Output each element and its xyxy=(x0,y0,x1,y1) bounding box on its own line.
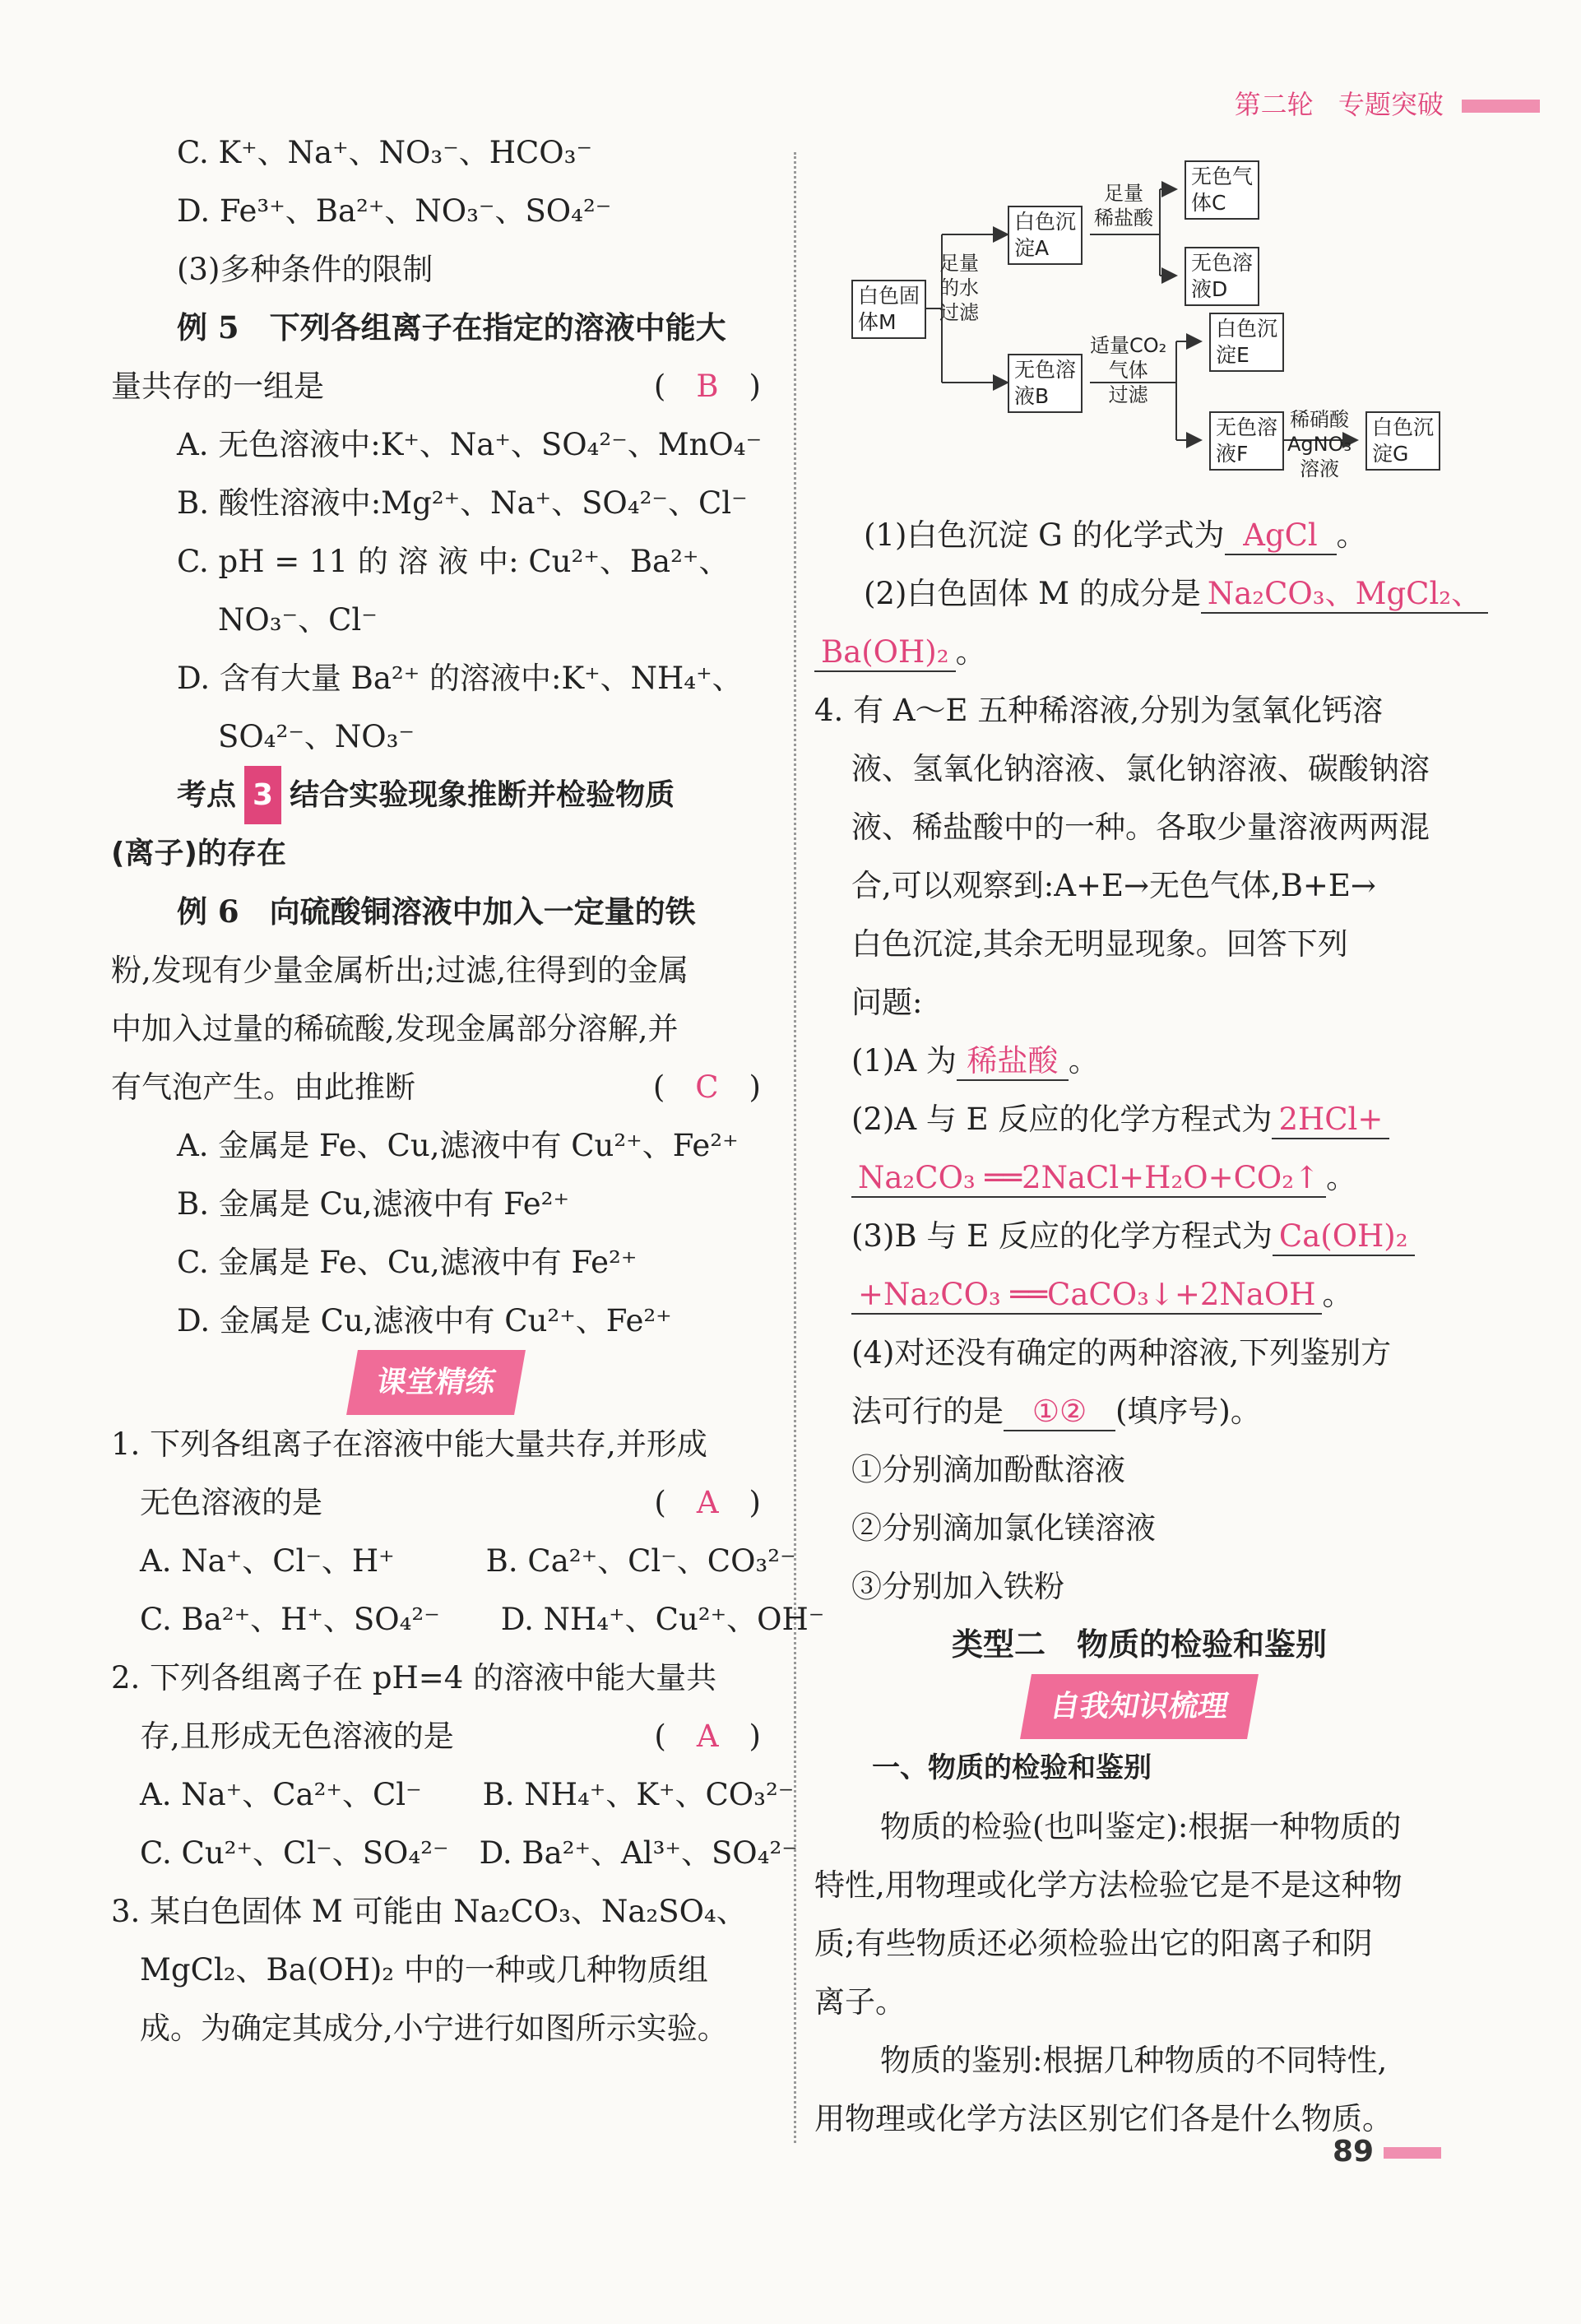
box-solution-d: 无色溶 液D xyxy=(1185,247,1259,306)
q1-stem-text: 无色溶液的是 xyxy=(140,1485,322,1520)
q4-sub3-answer: Ca(OH)₂ xyxy=(1273,1218,1415,1256)
example5-answer: ( B ) xyxy=(653,369,761,404)
box-gas-c: 无色气 体C xyxy=(1185,160,1259,220)
box-white-solid-m: 白色固 体M xyxy=(851,280,926,339)
q4-sub1-text: (1)A 为 xyxy=(851,1043,957,1079)
section-1-heading: 一、物质的检验和鉴别 xyxy=(872,1751,1152,1784)
q4-sub2-answer: 2HCl+ xyxy=(1272,1102,1389,1139)
q4-option-3: ③分别加入铁粉 xyxy=(851,1569,1064,1604)
q4-sub4-cont xyxy=(814,1382,1464,1440)
q3-sub2-text: (2)白色固体 M 的成分是 xyxy=(864,576,1201,611)
q4-sub2-text: (2)A 与 E 反应的化学方程式为 xyxy=(851,1102,1273,1137)
left-column xyxy=(111,123,825,2057)
q4-stem-5: 白色沉淀,其余无明显现象。回答下列 xyxy=(851,926,1348,962)
self-review-banner-row xyxy=(814,1674,1464,1739)
example5-option-b: B. 酸性溶液中:Mg²⁺、Na⁺、SO₄²⁻、Cl⁻ xyxy=(177,485,748,521)
para2-line1: 物质的鉴别:根据几种物质的不同特性, xyxy=(880,2043,1388,2078)
q4-sub1: (1)A 为 稀盐酸 。 xyxy=(814,1032,1464,1090)
q3-stem-1: 3. 某白色固体 M 可能由 Na₂CO₃、Na₂SO₄、 xyxy=(111,1894,747,1929)
q1-stem-2 xyxy=(111,1473,761,1532)
right-column xyxy=(814,506,1482,2148)
q3-sub2 xyxy=(814,564,1482,623)
q3-stem-2: MgCl₂、Ba(OH)₂ 中的一种或几种物质组 xyxy=(140,1952,708,1988)
prev-option-c: C. K⁺、Na⁺、NO₃⁻、HCO₃⁻ xyxy=(177,135,592,170)
q4-sub2-cont: Na₂CO₃ ══2NaCl+H₂O+CO₂↑ 。 xyxy=(814,1148,1464,1207)
para1-line4: 离子。 xyxy=(814,1984,906,2020)
type2-heading: 类型二 物质的检验和鉴别 xyxy=(951,1626,1327,1663)
example6-stem-text: 有气泡产生。由此推断 xyxy=(111,1069,415,1105)
box-solution-b: 无色溶 液B xyxy=(1008,354,1083,413)
prev-option-d: D. Fe³⁺、Ba²⁺、NO₃⁻、SO₄²⁻ xyxy=(177,193,612,229)
q1-stem-1: 1. 下列各组离子在溶液中能大量共存,并形成 xyxy=(111,1426,707,1462)
page-number xyxy=(1333,2135,1441,2169)
box-precipitate-a: 白色沉 淀A xyxy=(1008,206,1083,265)
header xyxy=(1235,84,1540,122)
para1-line2: 特性,用物理或化学方法检验它是不是这种物 xyxy=(814,1867,1402,1903)
kaodian-title-cont: (离子)的存在 xyxy=(111,837,286,870)
example6-option-a: A. 金属是 Fe、Cu,滤液中有 Cu²⁺、Fe²⁺ xyxy=(177,1128,739,1163)
q4-sub3-text: (3)B 与 E 反应的化学方程式为 xyxy=(851,1218,1273,1254)
self-review-banner: 自我知识梳理 xyxy=(1020,1674,1259,1739)
box-solution-f: 无色溶 液F xyxy=(1209,411,1284,471)
q2-stem-2 xyxy=(111,1707,761,1765)
q4-sub2-answer-cont: Na₂CO₃ ══2NaCl+H₂O+CO₂↑ xyxy=(851,1160,1326,1198)
q4-sub3 xyxy=(814,1207,1464,1265)
q4-stem-6: 问题: xyxy=(851,985,923,1020)
example6-stem-2: 粉,发现有少量金属析出;过滤,往得到的金属 xyxy=(111,953,688,988)
example6-stem-4 xyxy=(111,1058,761,1116)
page-number-bar xyxy=(1384,2147,1441,2159)
q2-stem-1: 2. 下列各组离子在 pH=4 的溶液中能大量共 xyxy=(111,1660,717,1695)
q2-options-ab: A. Na⁺、Ca²⁺、Cl⁻ B. NH₄⁺、K⁺、CO₃²⁻ xyxy=(140,1777,795,1812)
q3-sub2-answer-cont: Ba(OH)₂ xyxy=(814,634,956,672)
para2-line2: 用物理或化学方法区别它们各是什么物质。 xyxy=(814,2101,1393,2136)
classroom-practice-banner-row xyxy=(111,1350,761,1415)
q3-stem-3: 成。为确定其成分,小宁进行如图所示实验。 xyxy=(140,2011,728,2046)
example5-option-c-cont: NO₃⁻、Cl⁻ xyxy=(218,602,378,638)
para1-line3: 质;有些物质还必须检验出它的阳离子和阴 xyxy=(814,1926,1373,1961)
q3-sub1-text: (1)白色沉淀 G 的化学式为 xyxy=(864,517,1225,553)
example5-option-a: A. 无色溶液中:K⁺、Na⁺、SO₄²⁻、MnO₄⁻ xyxy=(177,427,763,462)
q2-stem-text: 存,且形成无色溶液的是 xyxy=(140,1719,454,1754)
example6-stem-1: 例 6 向硫酸铜溶液中加入一定量的铁 xyxy=(177,893,696,930)
example5-option-d-cont: SO₄²⁻、NO₃⁻ xyxy=(218,719,415,754)
kaodian-label: 考点 xyxy=(177,778,237,812)
q3-sub1: (1)白色沉淀 G 的化学式为 AgCl 。 xyxy=(814,506,1464,564)
q4-sub4-answer: ①② xyxy=(1004,1394,1115,1431)
step-agno3: 稀硝酸 AgNO₃ 溶液 xyxy=(1287,408,1352,480)
kaodian-heading xyxy=(111,766,761,824)
example6-option-d: D. 金属是 Cu,滤液中有 Cu²⁺、Fe²⁺ xyxy=(177,1303,672,1338)
example5-stem-text: 量共存的一组是 xyxy=(111,369,324,404)
q4-option-2: ②分别滴加氯化镁溶液 xyxy=(851,1510,1156,1546)
q4-sub4-text: 法可行的是 xyxy=(851,1394,1004,1429)
header-round: 第二轮 xyxy=(1234,89,1314,120)
example5-stem: 例 5 下列各组离子在指定的溶液中能大 xyxy=(177,309,726,346)
q4-stem-3: 液、稀盐酸中的一种。各取少量溶液两两混 xyxy=(851,809,1430,845)
classroom-practice-banner: 课堂精练 xyxy=(346,1350,526,1415)
q4-sub3-answer-cont: +Na₂CO₃ ══CaCO₃↓+2NaOH xyxy=(851,1277,1322,1315)
q4-sub4: (4)对还没有确定的两种溶液,下列鉴别方 xyxy=(851,1335,1392,1371)
step-hcl: 足量 稀盐酸 xyxy=(1094,182,1153,230)
kaodian-title: 结合实验现象推断并检验物质 xyxy=(290,778,675,812)
q4-sub4-suffix: (填序号)。 xyxy=(1115,1394,1261,1429)
experiment-flowchart xyxy=(847,165,1472,506)
page-number-text: 89 xyxy=(1333,2135,1375,2169)
q3-sub1-answer: AgCl xyxy=(1225,517,1337,555)
header-bar-decoration xyxy=(1462,100,1540,113)
q3-sub2-answer: Na₂CO₃、MgCl₂、 xyxy=(1201,576,1488,614)
q4-sub1-answer: 稀盐酸 xyxy=(957,1043,1069,1081)
q1-options-cd: C. Ba²⁺、H⁺、SO₄²⁻ D. NH₄⁺、Cu²⁺、OH⁻ xyxy=(140,1602,825,1637)
example5-stem-2 xyxy=(111,357,761,415)
box-precipitate-e: 白色沉 淀E xyxy=(1209,313,1284,372)
q4-sub3-cont: +Na₂CO₃ ══CaCO₃↓+2NaOH 。 xyxy=(814,1265,1464,1324)
q4-stem-2: 液、氢氧化钠溶液、氯化钠溶液、碳酸钠溶 xyxy=(851,751,1430,786)
example5-option-d: D. 含有大量 Ba²⁺ 的溶液中:K⁺、NH₄⁺、 xyxy=(177,661,743,696)
example5-option-c: C. pH = 11 的 溶 液 中: Cu²⁺、Ba²⁺、 xyxy=(177,544,730,579)
example6-option-c: C. 金属是 Fe、Cu,滤液中有 Fe²⁺ xyxy=(177,1245,638,1280)
para1-line1: 物质的检验(也叫鉴定):根据一种物质的 xyxy=(880,1809,1402,1844)
kaodian-number: 3 xyxy=(244,766,281,824)
q4-stem-4: 合,可以观察到:A+E→无色气体,B+E→ xyxy=(851,868,1376,903)
section-3: (3)多种条件的限制 xyxy=(177,252,434,287)
q2-options-cd: C. Cu²⁺、Cl⁻、SO₄²⁻ D. Ba²⁺、Al³⁺、SO₄²⁻ xyxy=(140,1835,798,1871)
header-topic: 专题突破 xyxy=(1338,89,1444,120)
q1-options-ab: A. Na⁺、Cl⁻、H⁺ B. Ca²⁺、Cl⁻、CO₃²⁻ xyxy=(140,1543,796,1579)
example6-option-b: B. 金属是 Cu,滤液中有 Fe²⁺ xyxy=(177,1186,570,1222)
q1-answer: ( A ) xyxy=(654,1485,761,1520)
box-precipitate-g: 白色沉 淀G xyxy=(1365,411,1440,471)
example6-answer: ( C ) xyxy=(652,1069,761,1105)
example6-stem-3: 中加入过量的稀硫酸,发现金属部分溶解,并 xyxy=(111,1011,679,1046)
q4-option-1: ①分别滴加酚酞溶液 xyxy=(851,1452,1125,1487)
q2-answer: ( A ) xyxy=(654,1719,761,1754)
q4-stem-1: 4. 有 A～E 五种稀溶液,分别为氢氧化钙溶 xyxy=(814,693,1384,728)
q4-sub2 xyxy=(814,1090,1464,1148)
step-water-filter: 足量 的水 过滤 xyxy=(939,252,979,324)
q3-sub2-cont: Ba(OH)₂ 。 xyxy=(814,623,1464,681)
step-co2: 适量CO₂ 气体 过滤 xyxy=(1090,334,1167,406)
